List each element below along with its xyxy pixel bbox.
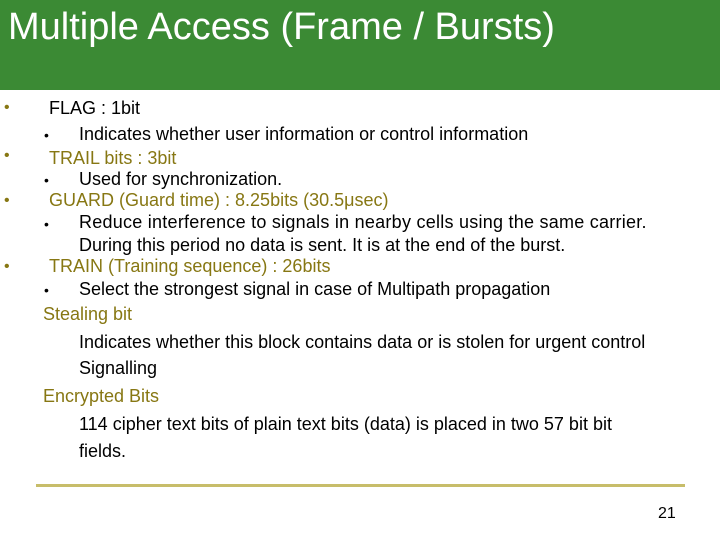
stealing-heading: Stealing bit bbox=[43, 304, 133, 324]
train-detail: Select the strongest signal in case of Multipath propagation bbox=[79, 279, 551, 299]
stealing-line-2: Signalling bbox=[79, 358, 158, 378]
footer-divider bbox=[36, 484, 685, 487]
sub-bullet-marker: • bbox=[44, 216, 49, 232]
page-number: 21 bbox=[658, 505, 676, 522]
flag-label: FLAG : 1bit bbox=[49, 98, 141, 118]
flag-detail: Indicates whether user information or control information bbox=[79, 124, 529, 144]
title-bar bbox=[0, 0, 720, 90]
guard-detail-line-2: During this period no data is sent. It is at the end of the burst. bbox=[79, 235, 566, 255]
sub-bullet-marker: • bbox=[44, 172, 49, 188]
bullet-marker: • bbox=[4, 192, 10, 209]
bullet-marker: • bbox=[4, 99, 10, 116]
encrypted-line-2: fields. bbox=[79, 441, 127, 461]
guard-label: GUARD (Guard time) : 8.25bits (30.5μsec) bbox=[49, 190, 389, 210]
guard-detail-line-1: Reduce interference to signals in nearby cells using the same carrier. bbox=[79, 212, 647, 232]
encrypted-heading: Encrypted Bits bbox=[43, 386, 160, 406]
trail-detail: Used for synchronization. bbox=[79, 169, 283, 189]
encrypted-line-1: 114 cipher text bits of plain text bits (data) is placed in two 57 bit bit bbox=[79, 414, 612, 434]
sub-bullet-marker: • bbox=[44, 127, 49, 143]
bullet-marker: • bbox=[4, 258, 10, 275]
stealing-line-1: Indicates whether this block contains data or is stolen for urgent control bbox=[79, 332, 646, 352]
train-label: TRAIN (Training sequence) : 26bits bbox=[49, 256, 331, 276]
slide-title: Multiple Access (Frame / Bursts) bbox=[8, 6, 555, 48]
trail-label: TRAIL bits : 3bit bbox=[49, 148, 177, 168]
sub-bullet-marker: • bbox=[44, 282, 49, 298]
bullet-marker: • bbox=[4, 147, 10, 164]
